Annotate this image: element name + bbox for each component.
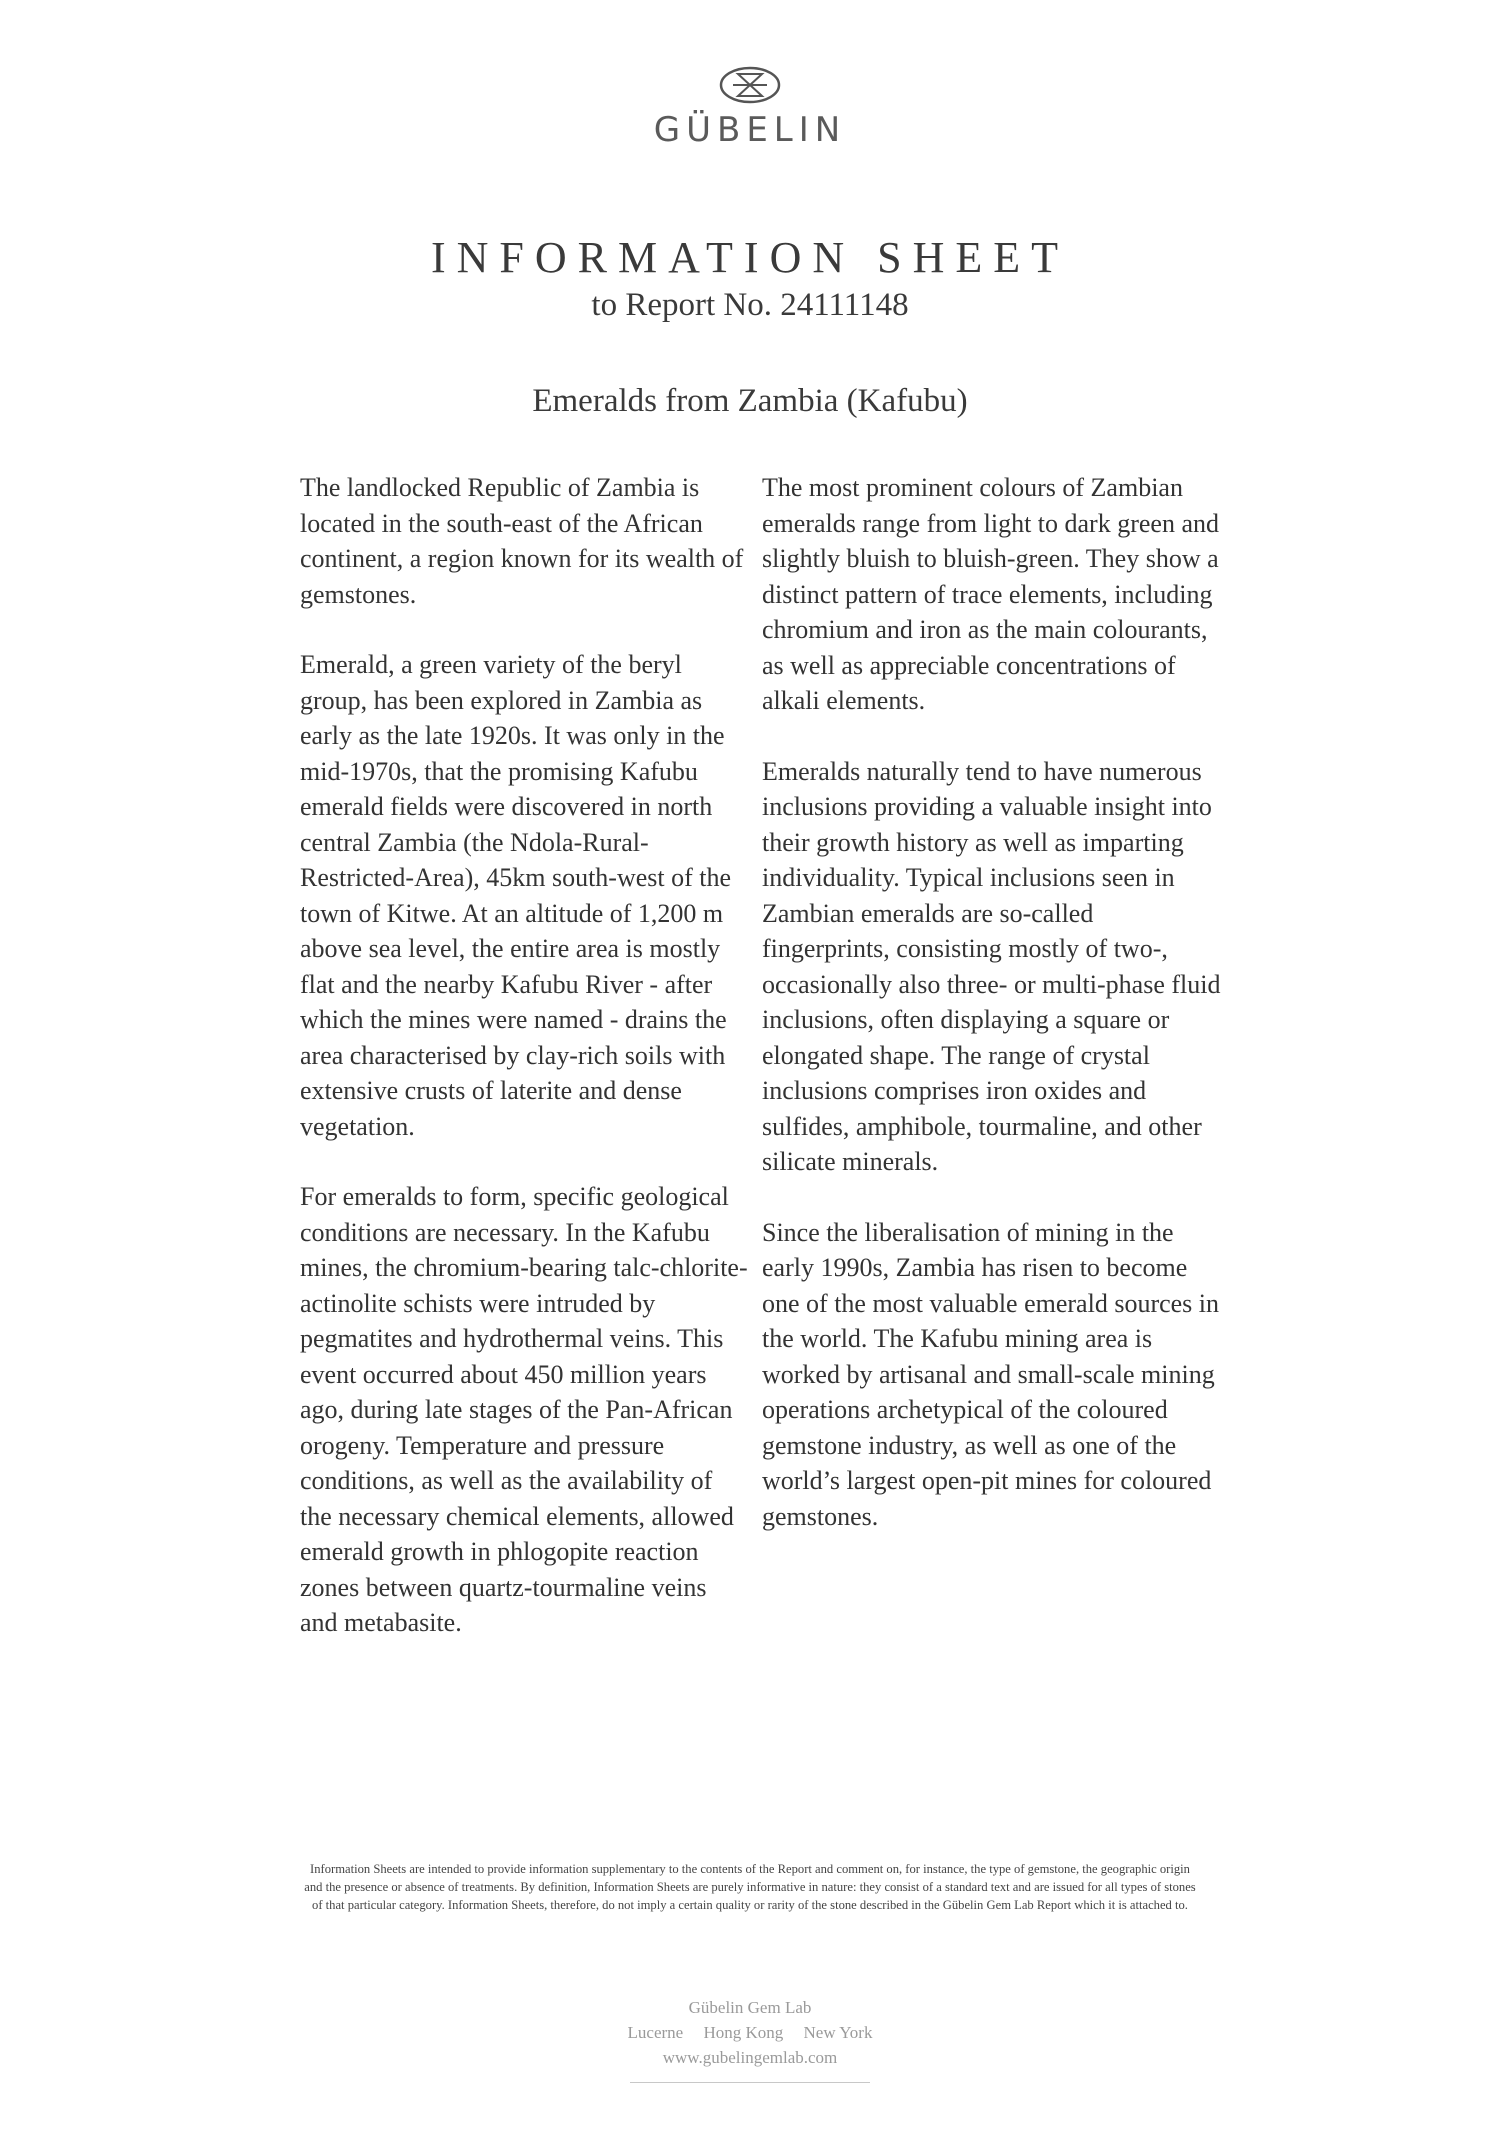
paragraph: Since the liberalisation of mining in the early 1990s, Zambia has risen to become one of the most valuable emerald sources in the world. The Kafubu mining area is worked by artisanal and small-scale mining operations archetypical of the coloured gemstone industry, as well as one of the world’s largest open-pit mines for coloured gemstones. [762, 1217, 1220, 1531]
city: Lucerne [627, 2023, 684, 2042]
footer-website[interactable]: www.gubelingemlab.com [662, 2048, 838, 2067]
gubelin-emblem-icon [719, 66, 781, 104]
left-column [300, 470, 750, 1676]
subject-heading: Emeralds from Zambia (Kafubu) [532, 383, 968, 419]
title-block [0, 232, 1500, 324]
footer-divider [630, 2082, 870, 2083]
disclaimer-text: Information Sheets are intended to provide information supplementary to the contents of the Report and comment on, for instance, the type of gemstone, the geographic origin and the presence or absence of treatments. By definition, Information Sheets are purely informative in nature: they consist of a standard text and are issued for all types of stones of that particular category. Information Sheets, therefore, do not imply a certain quality or rarity of the stone described in the Gübelin Gem Lab Report which it is attached to. [304, 1862, 1196, 1912]
page-title: INFORMATION SHEET [431, 233, 1069, 282]
header-logo [0, 66, 1500, 150]
footer-cities [0, 2020, 1500, 2045]
paragraph: For emeralds to form, specific geological conditions are necessary. In the Kafubu mines, the chromium-bearing talc-chlorite-actinolite schists were intruded by pegmatites and hydrothermal veins. This event occurred about 450 million years ago, during late stages of the Pan-African orogeny. Temperature and pressure conditions, as well as the availability of the necessary chemical elements, allowed emerald growth in phlogopite reaction zones between quartz-tourmaline veins and metabasite. [300, 1182, 748, 1637]
footer [0, 1995, 1500, 2083]
city: Hong Kong [703, 2023, 784, 2042]
paragraph: Emeralds naturally tend to have numerous inclusions providing a valuable insight into their growth history as well as imparting individuality. Typical inclusions seen in Zambian emeralds are so-called fingerprints, consisting mostly of two-, occasionally also three- or multi-phase fluid inclusions, often displaying a square or elongated shape. The range of crystal inclusions comprises iron oxides and sulfides, amphibole, tourmaline, and other silicate minerals. [762, 756, 1221, 1176]
brand-wordmark: GÜBELIN [653, 110, 847, 150]
report-number: to Report No. 24111148 [591, 287, 909, 323]
paragraph: The landlocked Republic of Zambia is located in the south-east of the African continent, a region known for its wealth of gemstones. [300, 473, 744, 609]
city: New York [803, 2023, 873, 2042]
right-column [762, 470, 1222, 1569]
footer-lab-name: Gübelin Gem Lab [688, 1998, 812, 2017]
paragraph: Emerald, a green variety of the beryl group, has been explored in Zambia as early as the late 1920s. It was only in the mid-1970s, that the promising Kafubu emerald fields were discovered in north central Zambia (the Ndola-Rural-Restricted-Area), 45km south-west of the town of Kitwe. At an altitude of 1,200 m above sea level, the entire area is mostly flat and the nearby Kafubu River - after which the mines were named - drains the area characterised by clay-rich soils with extensive crusts of laterite and dense vegetation. [300, 650, 732, 1141]
paragraph: The most prominent colours of Zambian emeralds range from light to dark green and slightly bluish to bluish-green. They show a distinct pattern of trace elements, including chromium and iron as the main colourants, as well as appreciable concentrations of alkali elements. [762, 473, 1219, 715]
